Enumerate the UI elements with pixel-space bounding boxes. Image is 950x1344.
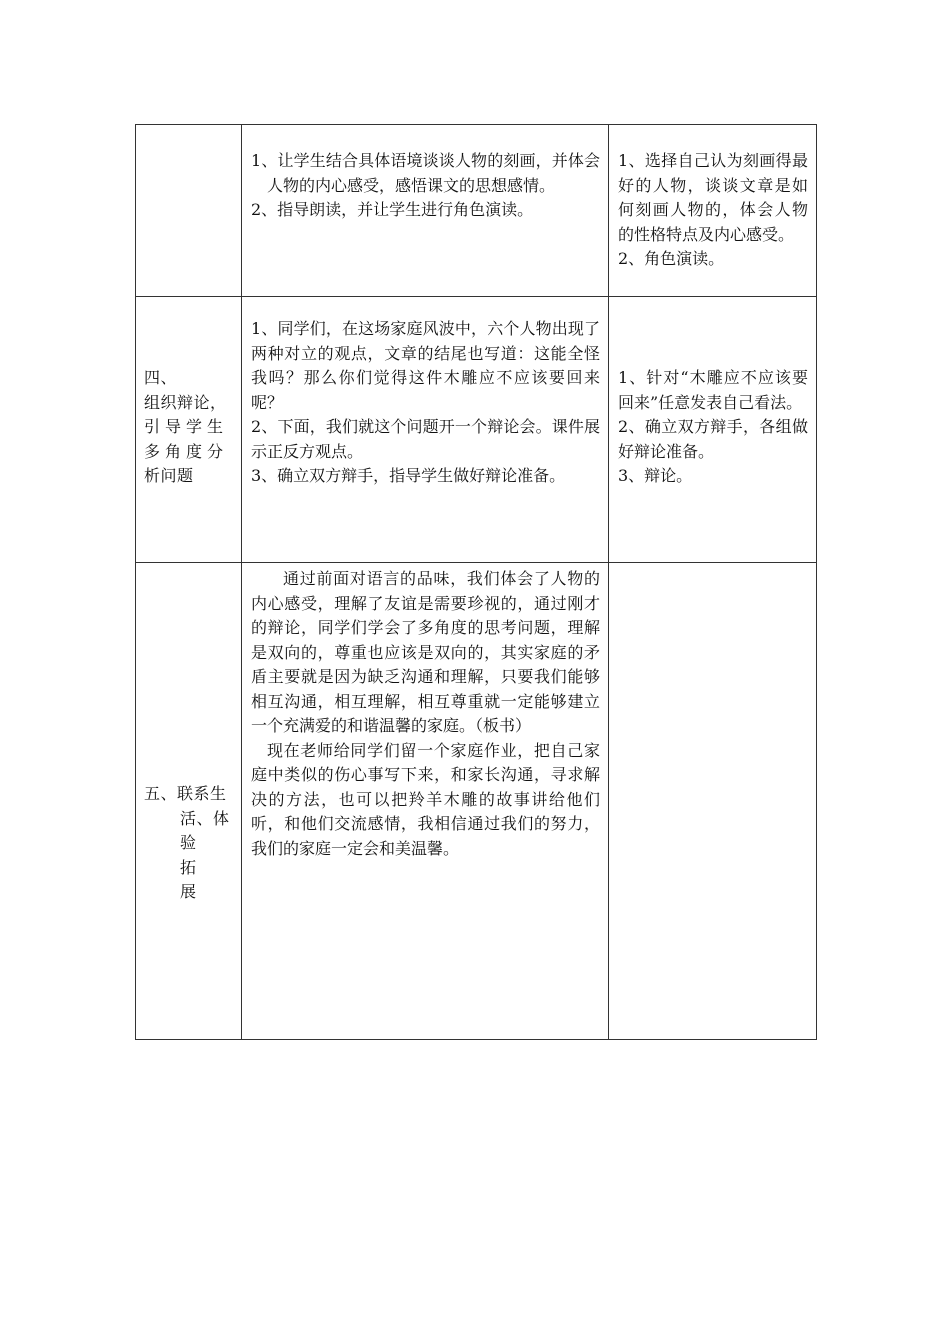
student-item: 1、针对“木雕应不应该要回来”任意发表自己看法。 [618, 368, 808, 412]
teacher-item: 3、确立双方辩手，指导学生做好辩论准备。 [251, 466, 566, 485]
stage-cell [136, 125, 242, 297]
teacher-activity-cell [242, 297, 609, 563]
teacher-item: 2、指导朗读，并让学生进行角色演读。 [251, 200, 534, 219]
student-activity-cell [609, 563, 817, 1040]
teacher-activity-cell [242, 563, 609, 1040]
teacher-item: 2、下面，我们就这个问题开一个辩论会。课件展示正反方观点。 [251, 417, 600, 461]
stage-title-line: 引导学生 [144, 417, 229, 436]
table-row [136, 563, 817, 1040]
table-row [136, 125, 817, 297]
stage-title-line: 验 拓 [180, 833, 206, 877]
lesson-plan-table [135, 124, 817, 1040]
stage-title-line: 展 [180, 882, 197, 901]
teacher-item: 1、同学们，在这场家庭风波中，六个人物出现了两种对立的观点，文章的结尾也写道：这能全怪我吗？那么你们觉得这件木雕应不应该要回来呢？ [251, 319, 600, 412]
stage-cell [136, 563, 242, 1040]
stage-title-line: 活、体 [180, 808, 230, 828]
teacher-paragraph: 通过前面对语言的品味，我们体会了人物的内心感受，理解了友谊是需要珍视的，通过刚才的辩论，同学们学会了多角度的思考问题，理解是双向的，尊重也应该是双向的，其实家庭的矛盾主要就是因为缺乏沟通和理解，只要我们能够相互沟通，相互理解，相互尊重就一定能够建立一个充满爱的和谐温馨的家庭。（板书） [251, 569, 600, 735]
stage-title-line: 多角度分 [144, 441, 229, 461]
table-row [136, 297, 817, 563]
stage-title-line: 组织辩论， [144, 392, 227, 412]
student-item: 3、辩论。 [618, 466, 693, 485]
student-item: 2、确立双方辩手，各组做好辩论准备。 [618, 417, 808, 461]
teacher-activity-cell [242, 125, 609, 297]
student-item: 2、角色演读。 [618, 249, 725, 268]
stage-title-line: 五、联系生 [144, 784, 227, 803]
stage-cell [136, 297, 242, 563]
teacher-item: 1、让学生结合具体语境谈谈人物的刻画，并体会人物的内心感受，感悟课文的思想感情。 [251, 151, 600, 195]
stage-title-line: 四、 [144, 368, 178, 387]
student-activity-cell [609, 125, 817, 297]
stage-title-line: 析问题 [144, 466, 194, 485]
student-item: 1、选择自己认为刻画得最好的人物，谈谈文章是如何刻画人物的，体会人物的性格特点及内心感受。 [618, 151, 808, 244]
teacher-paragraph: 现在老师给同学们留一个家庭作业，把自己家庭中类似的伤心事写下来，和家长沟通，寻求解决的方法，也可以把羚羊木雕的故事讲给他们听，和他们交流感情，我相信通过我们的努力，我们的家庭一定会和美温馨。 [251, 740, 600, 858]
student-activity-cell [609, 297, 817, 563]
